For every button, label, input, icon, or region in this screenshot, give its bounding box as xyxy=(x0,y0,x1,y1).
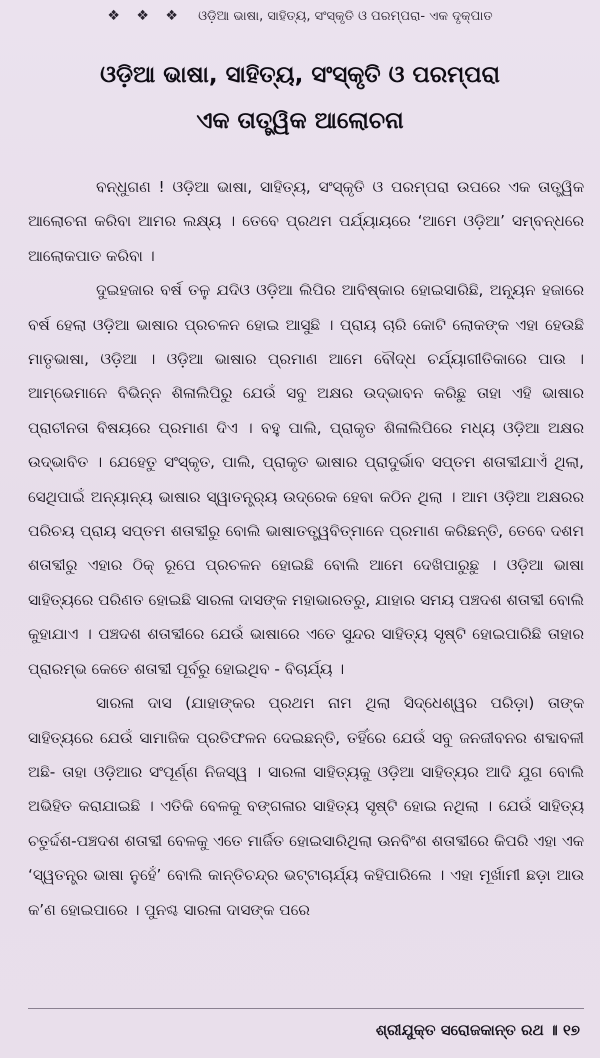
running-header-text: ଓଡ଼ିଆ ଭାଷା, ସାହିତ୍ୟ, ସଂସ୍କୃତି ଓ ପରମ୍ପରା- ଏକ ଦୃକ୍‌ପାତ xyxy=(198,9,493,24)
paragraph-2: ଦୁଇହଜାର ବର୍ଷ ତଳୁ ଯଦିଓ ଓଡ଼ିଆ ଲିପିର ଆବିଷ୍କାର ହୋଇସାରିଛି, ଅନ୍ୟୂନ ହଜାରେ ବର୍ଷ ହେଲା ଓଡ଼ିଆ ଭାଷାର ପ୍ରଚଳନ ହୋଇ ଆସୁଛି । ପ୍ରାୟ ଚାରି କୋଟି ଲୋକଙ୍କ ଏହା ହେଉଛି ମାତୃଭାଷା, ଓଡ଼ିଆ । ଓଡ଼ିଆ ଭାଷାର ପ୍ରମାଣ ଆମେ ବୌଦ୍ଧ ଚର୍ଯ୍ୟାଗୀତିକାରେ ପାଉ । ଆମ୍ଭେମାନେ ବିଭିନ୍ନ ଶିଳାଲିପିରୁ ଯେଉଁ ସବୁ ଅକ୍ଷର ଉଦ୍ଭାବନ କରିଛୁ ତାହା ଏହି ଭାଷାର ପ୍ରାଚୀନତା ବିଷୟରେ ପ୍ରମାଣ ଦିଏ । ବହୁ ପାଲି, ପ୍ରାକୃତ ଶିଳାଲିପିରେ ମଧ୍ୟ ଓଡ଼ିଆ ଅକ୍ଷର ଉଦ୍ଭାବିତ । ଯେହେତୁ ସଂସ୍କୃତ, ପାଲି, ପ୍ରାକୃତ ଭାଷାର ପ୍ରାଦୁର୍ଭାବ ସପ୍ତମ ଶତାବ୍ଦୀଯାଏଁ ଥିଲା, ସେଥିପାଇଁ ଅନ୍ୟାନ୍ୟ ଭାଷାର ସ୍ୱାତନ୍ତ୍ର୍ୟ ଉଦ୍ରେକ ହେବା କଠିନ ଥିଲା । ଆମ ଓଡ଼ିଆ ଅକ୍ଷରର ପରିଚୟ ପ୍ରାୟ ସପ୍ତମ ଶତାବ୍ଦୀରୁ ବୋଲି ଭାଷାତତ୍ତ୍ୱବିତ୍‌ମାନେ ପ୍ରମାଣ କରିଛନ୍ତି, ତେବେ ଦଶମ ଶତାବ୍ଦୀରୁ ଏହାର ଠିକ୍ ରୂପେ ପ୍ରଚଳନ ହୋଇଛି ବୋଲି ଆମେ ଦେଖିପାରୁଛୁ । ଓଡ଼ିଆ ଭାଷା ସାହିତ୍ୟରେ ପରିଣତ ହୋଇଛି ସାରଳା ଦାସଙ୍କ ମହାଭାରତରୁ, ଯାହାର ସମୟ ପଞ୍ଚଦଶ ଶତାବ୍ଦୀ ବୋଲି କୁହାଯାଏ । ପଞ୍ଚଦଶ ଶତାବ୍ଦୀରେ ଯେଉଁ ଭାଷାରେ ଏତେ ସୁନ୍ଦର ସାହିତ୍ୟ ସୃଷ୍ଟି ହୋଇପାରିଛି ତାହାର ପ୍ରାରମ୍ଭ କେତେ ଶତାବ୍ଦୀ ପୂର୍ବରୁ ହୋଇଥିବ - ବିଚାର୍ଯ୍ୟ । xyxy=(28,281,584,678)
ornament-icon: ❖ ❖ ❖ xyxy=(107,8,184,24)
chapter-subtitle: ଏକ ତାତ୍ତ୍ୱିକ ଆଲୋଚନା xyxy=(196,108,404,134)
running-header xyxy=(0,8,600,24)
footer-divider xyxy=(28,1008,584,1009)
page-footer: ଶ୍ରୀଯୁକ୍ତ ସରୋଜକାନ୍ତ ରଥ ॥ ୧୭ xyxy=(375,1021,580,1039)
chapter-title: ଓଡ଼ିଆ ଭାଷା, ସାହିତ୍ୟ, ସଂସ୍କୃତି ଓ ପରମ୍ପରା xyxy=(100,62,500,88)
paragraph-1: ବନ୍ଧୁଗଣ ! ଓଡ଼ିଆ ଭାଷା, ସାହିତ୍ୟ, ସଂସ୍କୃତି ଓ ପରମ୍ପରା ଉପରେ ଏକ ତାତ୍ତ୍ୱିକ ଆଲୋଚନା କରିବା ଆମର ଲକ୍ଷ୍ୟ । ତେବେ ପ୍ରଥମ ପର୍ଯ୍ୟାୟରେ ‘ଆମେ ଓଡ଼ିଆ’ ସମ୍ବନ୍ଧରେ ଆଲୋକପାତ କରିବା । xyxy=(28,178,584,265)
body-text xyxy=(28,170,584,927)
paragraph-3: ସାରଳା ଦାସ (ଯାହାଙ୍କର ପ୍ରଥମ ନାମ ଥିଲା ସିଦ୍ଧେଶ୍ୱର ପରିଡ଼ା) ତାଙ୍କ ସାହିତ୍ୟରେ ଯେଉଁ ସାମାଜିକ ପ୍ରତିଫଳନ ଦେଇଛନ୍ତି, ତହିଁରେ ଯେଉଁ ସବୁ ଜନଜୀବନର ଶବ୍ଦାବଳୀ ଅଛି- ତାହା ଓଡ଼ିଆର ସଂପୂର୍ଣ୍ଣ ନିଜସ୍ୱ । ସାରଳା ସାହିତ୍ୟକୁ ଓଡ଼ିଆ ସାହିତ୍ୟର ଆଦି ଯୁଗ ବୋଲି ଅଭିହିତ କରାଯାଇଛି । ଏତିକି ବେଳକୁ ବଙ୍ଗଳାର ସାହିତ୍ୟ ସୃଷ୍ଟି ହୋଇ ନଥିଲା । ଯେଉଁ ସାହିତ୍ୟ ଚତୁର୍ଦ୍ଦଶ-ପଞ୍ଚଦଶ ଶତାବ୍ଦୀ ବେଳକୁ ଏତେ ମାର୍ଜିତ ହୋଇସାରିଥିଲା ଊନବିଂଶ ଶତାବ୍ଦୀରେ କିପରି ଏହା ଏକ ‘ସ୍ୱତନ୍ତ୍ର ଭାଷା ନୁହେଁ’ ବୋଲି କାନ୍ତିଚନ୍ଦ୍ର ଭଟ୍ଟାଚାର୍ଯ୍ୟ କହିପାରିଲେ । ଏହା ମୂର୍ଖାମୀ ଛଡ଼ା ଆଉ କ’ଣ ହୋଇପାରେ । ପୁନଶ୍ଚ ସାରଳା ଦାସଙ୍କ ପରେ xyxy=(28,694,584,919)
